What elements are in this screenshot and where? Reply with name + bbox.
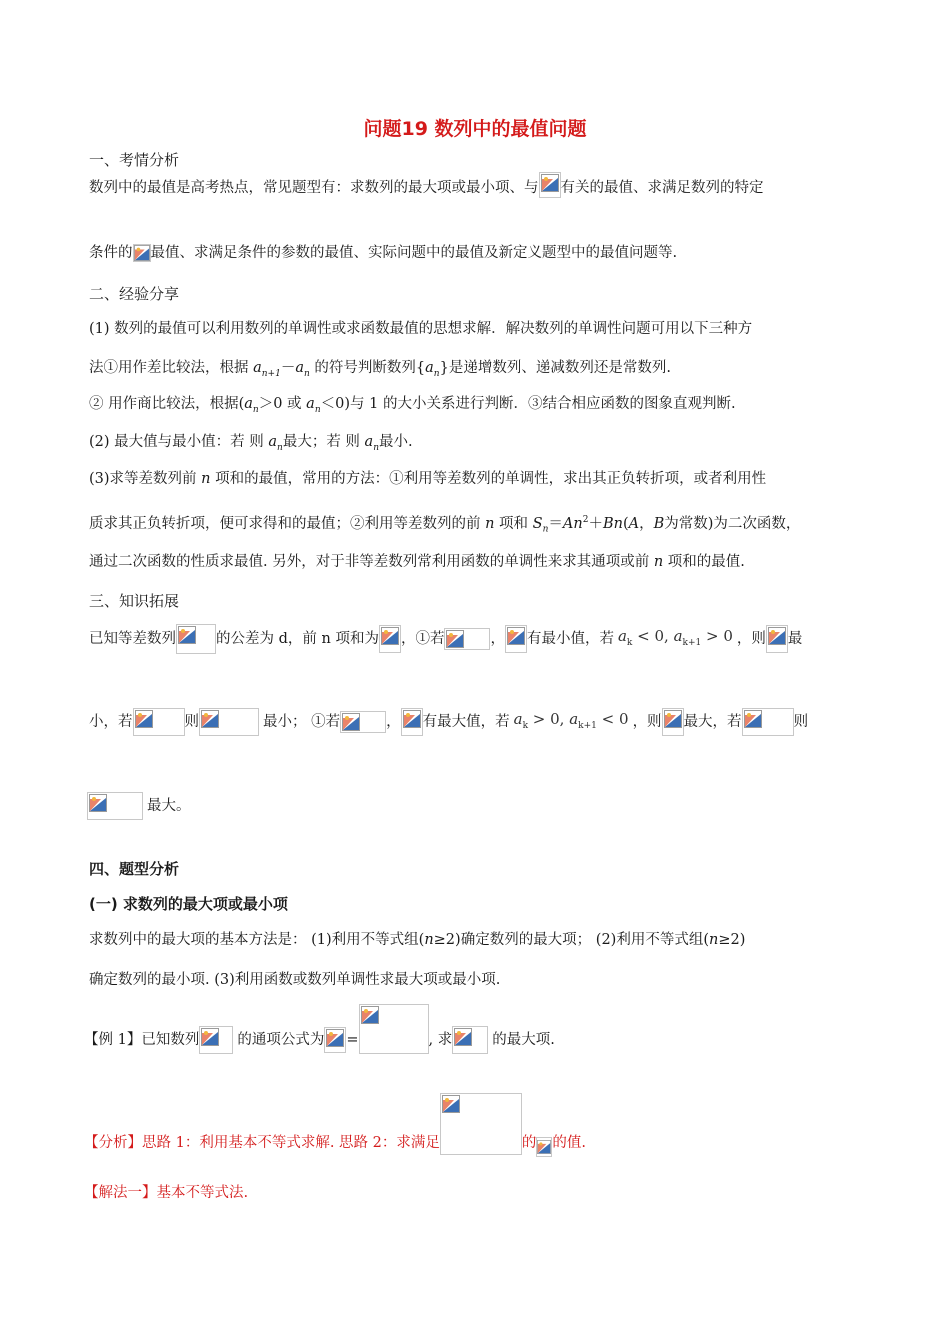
broken-image-icon bbox=[403, 710, 421, 728]
section-heading-1: 一、考情分析 bbox=[89, 151, 180, 169]
formula-image bbox=[536, 1137, 552, 1157]
subsection-heading: (一) 求数列的最大项或最小项 bbox=[89, 895, 288, 913]
broken-image-icon bbox=[454, 1028, 472, 1046]
broken-image-icon bbox=[507, 627, 525, 645]
broken-image-icon bbox=[768, 627, 786, 645]
broken-image-icon bbox=[201, 710, 219, 728]
broken-image-icon bbox=[135, 710, 153, 728]
paragraph-2-line-7: 通过二次函数的性质求最值. 另外，对于非等差数列常利用函数的单调性来求其通项或前 n 项和的最值. bbox=[89, 554, 745, 570]
paragraph-2-line-1: (1) 数列的最值可以利用数列的单调性或求函数最值的思想求解．解决数列的单调性问题可用以下三种方 bbox=[89, 321, 753, 337]
broken-image-icon bbox=[326, 1029, 344, 1047]
example-1: 【例 1】已知数列 的通项公式为 = , 求 的最大项. bbox=[84, 1004, 555, 1054]
broken-image-icon bbox=[134, 245, 150, 261]
section-heading-4: 四、题型分析 bbox=[89, 860, 180, 878]
formula-image bbox=[133, 244, 151, 262]
formula-image bbox=[87, 792, 143, 820]
broken-image-icon bbox=[178, 626, 196, 644]
extension-line-2: 小，若 则 最小； ①若 ， 有最大值，若 $a_k > 0$, $a_{k+1} < 0$ ，则 最大，若 则 bbox=[89, 708, 808, 736]
broken-image-icon bbox=[201, 1028, 219, 1046]
broken-image-icon bbox=[446, 630, 464, 648]
section-heading-2: 二、经验分享 bbox=[89, 285, 180, 303]
formula-image bbox=[359, 1004, 429, 1054]
formula-image bbox=[440, 1093, 522, 1155]
formula-image bbox=[539, 172, 561, 198]
broken-image-icon bbox=[744, 710, 762, 728]
method-line-2: 确定数列的最小项. (3)利用函数或数列单调性求最大项或最小项. bbox=[89, 972, 501, 988]
paragraph-2-line-6: 质求其正负转折项，便可求得和的最值；②利用等差数列的前 n 项和 $S_n=An^2+Bn(A$，B为常数)为二次函数， bbox=[89, 515, 801, 535]
formula-image bbox=[444, 628, 490, 650]
formula-image bbox=[379, 625, 401, 653]
condition-formula: $a_k > 0$, $a_{k+1} < 0$ bbox=[513, 709, 629, 731]
formula-image bbox=[505, 625, 527, 653]
page-title: 问题19 数列中的最值问题 bbox=[363, 118, 587, 140]
formula-image bbox=[340, 711, 386, 733]
broken-image-icon bbox=[541, 174, 559, 192]
formula-image bbox=[324, 1027, 346, 1053]
formula-image bbox=[176, 624, 216, 654]
broken-image-icon bbox=[664, 710, 682, 728]
broken-image-icon bbox=[89, 794, 107, 812]
formula-image bbox=[662, 708, 684, 736]
solution-heading: 【解法一】基本不等式法. bbox=[84, 1185, 249, 1201]
extension-line-1: 已知等差数列 的公差为 d，前 n 项和为 ，①若 ， 有最小值，若 $a_k < 0$, $a_{k+1} > 0$ ，则 最 bbox=[89, 624, 802, 654]
analysis: 【分析】思路 1：利用基本不等式求解. 思路 2：求满足 的 的值. bbox=[84, 1091, 586, 1157]
formula-image bbox=[742, 708, 794, 736]
broken-image-icon bbox=[537, 1140, 551, 1154]
formula-image bbox=[199, 1026, 233, 1054]
section-heading-3: 三、知识拓展 bbox=[89, 592, 180, 610]
formula-image bbox=[452, 1026, 488, 1054]
broken-image-icon bbox=[342, 713, 360, 731]
broken-image-icon bbox=[361, 1006, 379, 1024]
paragraph-2-line-5: (3)求等差数列前 n 项和的最值，常用的方法：①利用等差数列的单调性，求出其正负转折项，或者利用性 bbox=[89, 471, 767, 487]
broken-image-icon bbox=[442, 1095, 460, 1113]
paragraph-2-line-3: ② 用作商比较法，根据($a_n>0$ 或 $a_n<0$)与 1 的大小关系进行判断．③结合相应函数的图象直观判断. bbox=[89, 396, 736, 415]
condition-formula: $a_k < 0$, $a_{k+1} > 0$ bbox=[617, 626, 733, 648]
formula-image bbox=[401, 708, 423, 736]
formula-image bbox=[133, 708, 185, 736]
method-line-1: 求数列中的最大项的基本方法是： (1)利用不等式组(n≥2)确定数列的最大项； (2)利用不等式组(n≥2) bbox=[89, 932, 746, 948]
formula-image bbox=[199, 708, 259, 736]
extension-line-3: 最大。 bbox=[87, 792, 191, 820]
paragraph-2-line-2: 法①用作差比较法，根据 $a_{n+1}-a_n$ 的符号判断数列$\{a_n\}$是递增数列、递减数列还是常数列. bbox=[89, 360, 671, 379]
formula-image bbox=[766, 625, 788, 653]
paragraph-1-line-2: 条件的 最值、求满足条件的参数的最值、实际问题中的最值及新定义题型中的最值问题等. bbox=[89, 245, 678, 261]
paragraph-1-line-1: 数列中的最值是高考热点，常见题型有：求数列的最大项或最小项、与 有关的最值、求满足数列的特定 bbox=[89, 178, 764, 198]
paragraph-2-line-4: (2) 最大值与最小值：若 则 $a_n$最大；若 则 $a_n$最小. bbox=[89, 434, 413, 453]
broken-image-icon bbox=[381, 627, 399, 645]
